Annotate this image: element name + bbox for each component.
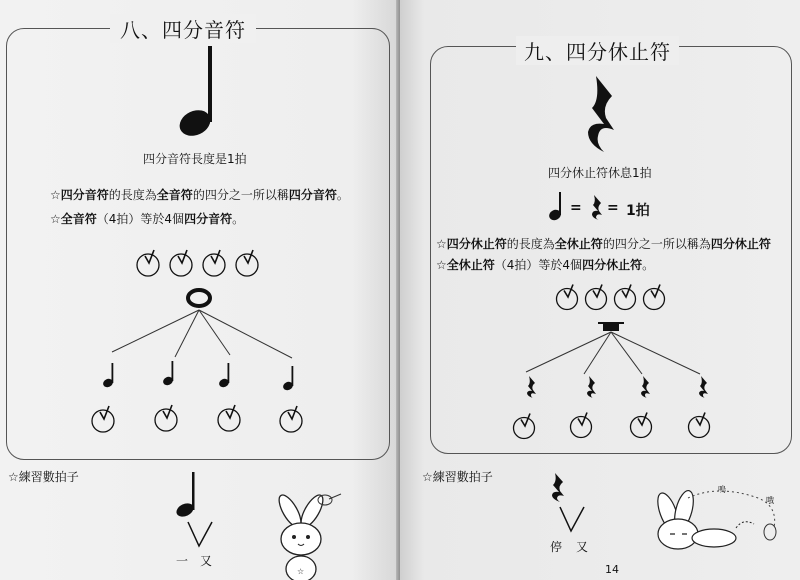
left-desc-segment: 四分音符 — [288, 188, 337, 202]
practice-quarter-rest-icon — [550, 472, 566, 502]
left-desc-segment: 。 — [336, 188, 349, 202]
flying-music-note-icon — [315, 490, 345, 510]
count-check-mark — [558, 505, 598, 535]
left-desc-segment: 的四分之一所以稱 — [192, 188, 289, 202]
snore-bubble-1: 嗚 — [718, 485, 726, 494]
right-page-title: 九、四分休止符 — [516, 36, 679, 65]
left-caption: 四分音符長度是1拍 — [143, 152, 247, 166]
right-page — [400, 0, 800, 580]
left-desc-segment: ☆ — [50, 188, 61, 202]
beat-circle-icon — [571, 413, 592, 438]
count-check-mark — [186, 520, 226, 550]
right-caption: 四分休止符休息1拍 — [548, 166, 652, 180]
right-desc-segment: 全休止符 — [554, 237, 603, 251]
right-practice-label: ☆練習數拍子 — [422, 470, 493, 484]
equation-equals-1: = — [570, 200, 582, 216]
right-desc-segment: 。 — [642, 258, 655, 272]
right-desc-segment: 的四分之一所以稱為 — [602, 237, 711, 251]
left-syllable-1: 一 — [176, 554, 189, 568]
practice-quarter-note-icon — [175, 470, 205, 520]
left-syllable-2: 又 — [200, 554, 213, 568]
beat-circle-icon — [689, 413, 710, 438]
right-desc-segment: 四分休止符 — [710, 237, 771, 251]
left-desc-segment: 四分音符 — [184, 212, 233, 226]
right-desc-segment: 的長度為 — [506, 237, 555, 251]
left-desc-segment: 四分音符 — [60, 188, 109, 202]
right-desc-segment: 全休止符 — [446, 258, 495, 272]
left-desc-segment: 的長度為 — [108, 188, 157, 202]
svg-text:☆: ☆ — [297, 567, 305, 576]
left-practice-label: ☆練習數拍子 — [8, 470, 79, 484]
right-syllable-2: 又 — [576, 540, 589, 554]
right-desc-segment: （4拍）等於4個 — [494, 258, 583, 272]
left-desc-segment: ☆ — [50, 212, 61, 226]
equation-value: 1拍 — [626, 203, 650, 219]
beat-circle-icon — [514, 414, 535, 439]
left-desc-segment: 全音符 — [156, 188, 193, 202]
right-desc-segment: ☆ — [436, 237, 447, 251]
right-desc-segment: 四分休止符 — [582, 258, 643, 272]
left-desc-segment: （4拍）等於4個 — [96, 212, 185, 226]
left-desc-segment: 。 — [232, 212, 245, 226]
beat-circle-icon — [280, 406, 302, 432]
right-desc-segment: ☆ — [436, 258, 447, 272]
right-syllable-1: 停 — [550, 540, 563, 554]
left-page-title: 八、四分音符 — [110, 14, 256, 43]
beat-circle-icon — [218, 405, 240, 431]
snore-bubble-2: 哦 — [766, 496, 774, 505]
beat-circle-icon — [92, 406, 114, 432]
right-desc-segment: 四分休止符 — [446, 237, 507, 251]
beat-circle-icon — [155, 405, 177, 431]
beat-circle-icon — [631, 413, 652, 438]
page-number: 14 — [605, 563, 619, 576]
equation-equals-2: = — [607, 200, 619, 216]
left-desc-segment: 全音符 — [60, 212, 97, 226]
